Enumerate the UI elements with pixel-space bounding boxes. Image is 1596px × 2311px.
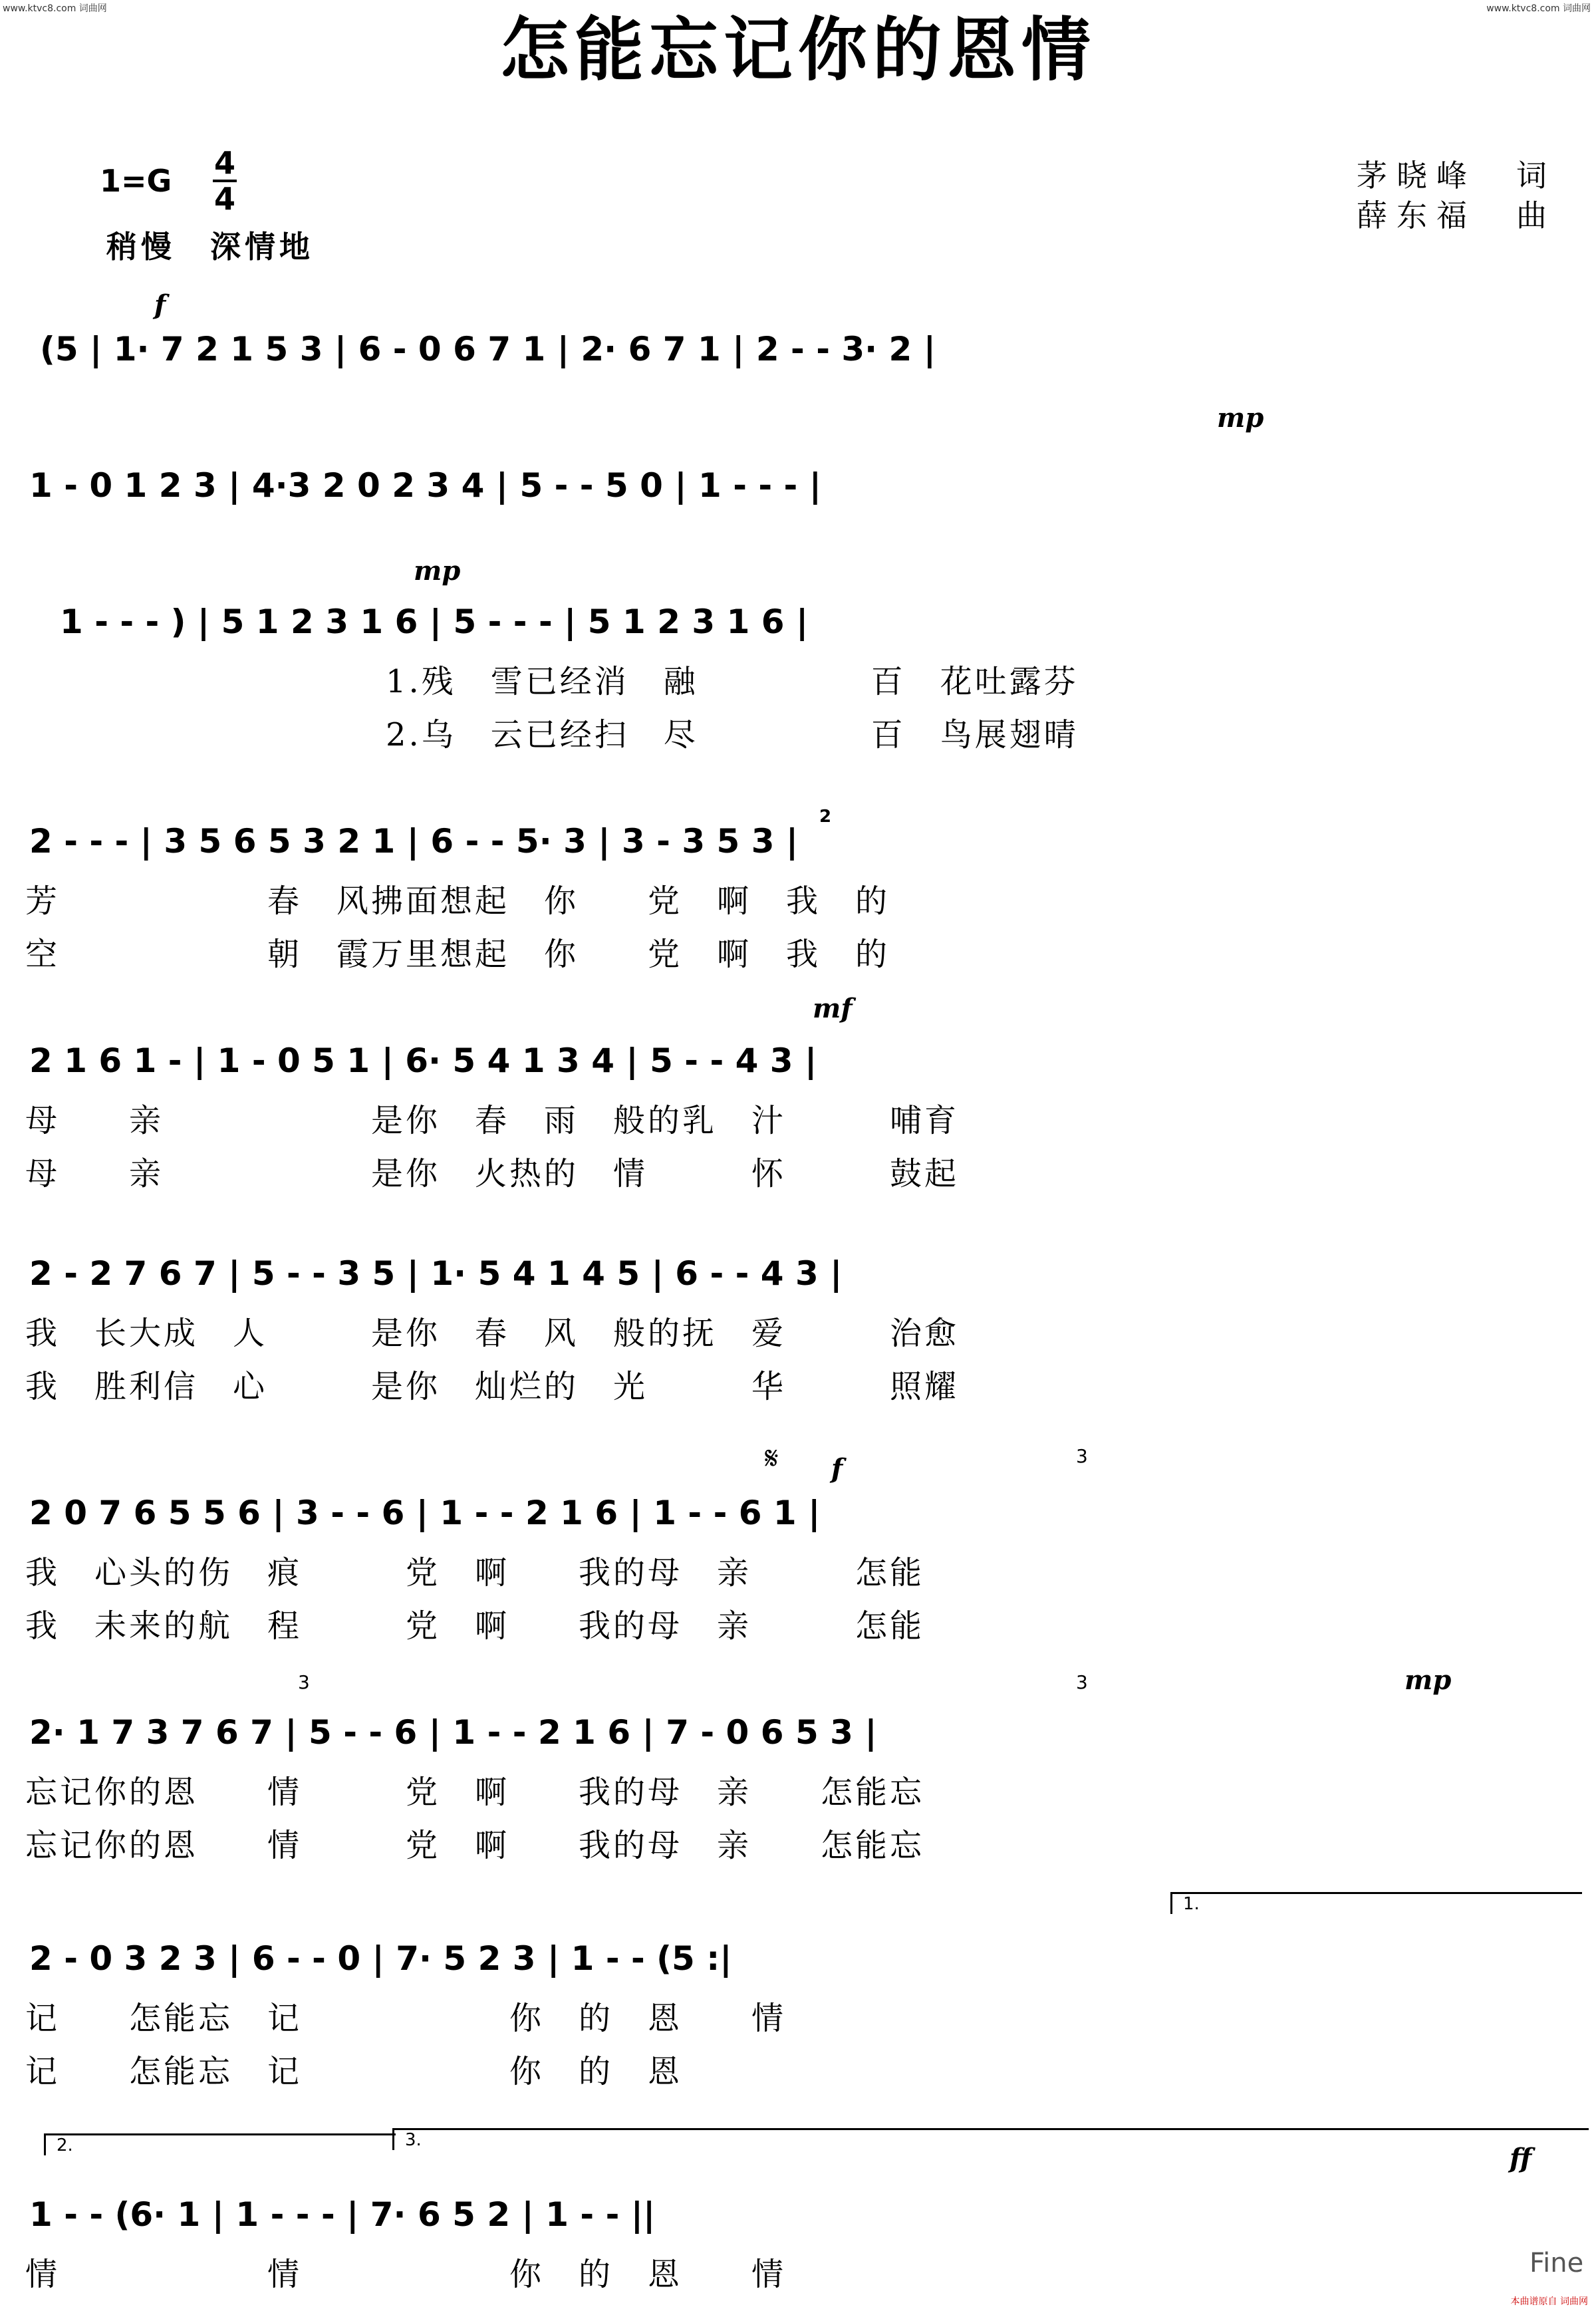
tempo-marking: 稍慢 深情地 (106, 229, 314, 265)
dynamic-mp-2: mp (414, 555, 461, 587)
segno-sign: 𝄋 (765, 1440, 779, 1477)
time-bottom: 4 (213, 181, 235, 217)
lyrics-row-10: 情 情 你 的 恩 情 (25, 2256, 787, 2293)
notes-row-7: 2 0 7 6 5 5 6 | 3 - - 6 | 1 - - 2 1 6 | 1 - - 6 1 | (29, 1494, 821, 1532)
lyrics-row-6-verse-1: 我 长大成 人 是你 春 风 般的抚 爱 治愈 (25, 1315, 960, 1352)
notes-row-10: 1 - - (6· 1 | 1 - - - | 7· 6 5 2 | 1 - - || (29, 2195, 656, 2234)
lyrics-row-8-verse-2: 忘记你的恩 情 党 啊 我的母 亲 怎能忘 (25, 1827, 925, 1864)
lyrics-row-8-verse-1: 忘记你的恩 情 党 啊 我的母 亲 怎能忘 (25, 1774, 925, 1811)
lyrics-row-3-verse-2: 2.乌 云已经扫 尽 百 鸟展翅晴 (386, 716, 1079, 753)
volta-sign: 2 (819, 807, 832, 827)
footer-watermark: 本曲谱原自 词曲网 (1510, 2296, 1588, 2307)
lyricist-credit: 茅晓峰 词 (1357, 158, 1556, 194)
notes-row-9: 2 - 0 3 2 3 | 6 - - 0 | 7· 5 2 3 | 1 - - (5 :| (29, 1939, 732, 1978)
lyrics-row-5-verse-2: 母 亲 是你 火热的 情 怀 鼓起 (25, 1155, 960, 1192)
lyrics-row-6-verse-2: 我 胜利信 心 是你 灿烂的 光 华 照耀 (25, 1368, 960, 1405)
lyrics-row-9-verse-1: 记 怎能忘 记 你 的 恩 情 (25, 2000, 787, 2037)
ending-2-bracket: 2. (44, 2133, 396, 2155)
dynamic-ff: ff (1510, 2143, 1532, 2174)
notes-row-1: (5 | 1· 7 2 1 5 3 | 6 - 0 6 7 1 | 2· 6 7 1 | 2 - - 3· 2 | (40, 330, 936, 368)
notes-row-2: 1 - 0 1 2 3 | 4·3 2 0 2 3 4 | 5 - - 5 0 | 1 - - - | (29, 466, 821, 505)
dynamic-f: f (154, 289, 166, 321)
site-watermark-left: www.ktvc8.com 词曲网 (3, 3, 107, 14)
notes-row-6: 2 - 2 7 6 7 | 5 - - 3 5 | 1· 5 4 1 4 5 | 6 - - 4 3 | (29, 1254, 843, 1293)
lyrics-row-4-verse-1: 芳 春 风拂面想起 你 党 啊 我 的 (25, 883, 890, 920)
lyrics-row-5-verse-1: 母 亲 是你 春 雨 般的乳 汁 哺育 (25, 1102, 960, 1139)
key-signature: 1=G (100, 163, 172, 199)
ending-3-bracket: 3. (392, 2128, 1589, 2150)
dynamic-mp: mp (1217, 402, 1264, 434)
notes-row-5: 2 1 6 1 - | 1 - 0 5 1 | 6· 5 4 1 3 4 | 5 - - 4 3 | (29, 1041, 817, 1080)
notes-row-3: 1 - - - ) | 5 1 2 3 1 6 | 5 - - - | 5 1 2 3 1 6 | (60, 603, 809, 641)
lyrics-row-3-verse-1: 1.残 雪已经消 融 百 花吐露芬 (386, 663, 1079, 700)
lyrics-row-9-verse-2: 记 怎能忘 记 你 的 恩 (25, 2053, 683, 2090)
time-top: 4 (213, 145, 235, 181)
lyrics-row-7-verse-1: 我 心头的伤 痕 党 啊 我的母 亲 怎能 (25, 1554, 925, 1591)
time-signature (211, 145, 238, 217)
composer-credit: 薛东福 曲 (1357, 198, 1556, 233)
lyrics-row-7-verse-2: 我 未来的航 程 党 啊 我的母 亲 怎能 (25, 1607, 925, 1645)
triplet-mark-2: 3 (298, 1671, 310, 1693)
dynamic-mf: mf (813, 993, 853, 1024)
triplet-mark: 3 (1076, 1445, 1088, 1467)
triplet-mark-3: 3 (1076, 1671, 1088, 1693)
fine-marking: Fine (1530, 2248, 1584, 2278)
song-title: 怎能忘记你的恩情 (499, 9, 1096, 90)
ending-1-bracket: 1. (1170, 1892, 1582, 1914)
dynamic-mp-3: mp (1404, 1665, 1452, 1696)
lyrics-row-4-verse-2: 空 朝 霞万里想起 你 党 啊 我 的 (25, 936, 890, 973)
site-watermark-right: www.ktvc8.com 词曲网 (1486, 3, 1591, 14)
notes-row-4: 2 - - - | 3 5 6 5 3 2 1 | 6 - - 5· 3 | 3 - 3 5 3 | (29, 822, 799, 861)
notes-row-8: 2· 1 7 3 7 6 7 | 5 - - 6 | 1 - - 2 1 6 | 7 - 0 6 5 3 | (29, 1713, 877, 1752)
dynamic-f-2: f (831, 1453, 843, 1484)
